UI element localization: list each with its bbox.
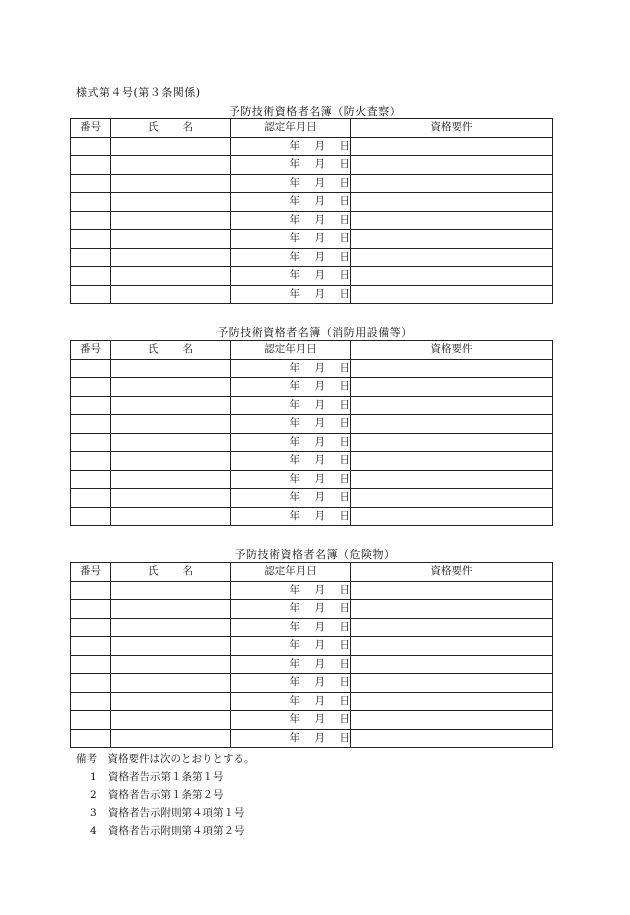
- number-cell[interactable]: [71, 193, 111, 212]
- name-cell[interactable]: [111, 470, 231, 489]
- table-row: [71, 211, 553, 230]
- date-unit-day: 日: [339, 158, 350, 171]
- certification-date-cell[interactable]: [231, 507, 351, 526]
- name-cell[interactable]: [111, 378, 231, 397]
- date-unit-year: 年: [289, 269, 300, 282]
- notes-item: 3 資格者告示附則第４項第１号: [90, 807, 245, 819]
- name-cell[interactable]: [111, 267, 231, 286]
- certification-date-cell[interactable]: [231, 581, 351, 600]
- date-unit-day: 日: [339, 398, 350, 411]
- date-unit-month: 月: [314, 176, 325, 189]
- number-cell[interactable]: [71, 137, 111, 156]
- date-unit-year: 年: [289, 435, 300, 448]
- date-unit-month: 月: [314, 602, 325, 615]
- notes-item: 2 資格者告示第１条第２号: [90, 789, 224, 801]
- qualification-cell[interactable]: [351, 711, 553, 730]
- table-row: [71, 618, 553, 637]
- date-unit-day: 日: [339, 657, 350, 670]
- name-cell[interactable]: [111, 137, 231, 156]
- qualification-cell[interactable]: [351, 193, 553, 212]
- table-row: [71, 285, 553, 304]
- table-row: [71, 507, 553, 526]
- date-unit-month: 月: [314, 583, 325, 596]
- certification-date-cell[interactable]: [231, 618, 351, 637]
- date-unit-month: 月: [314, 713, 325, 726]
- table-row: [71, 692, 553, 711]
- table-body: [71, 359, 553, 526]
- name-cell[interactable]: [111, 581, 231, 600]
- date-unit-day: 日: [339, 602, 350, 615]
- qualification-cell[interactable]: [351, 637, 553, 656]
- certification-date-cell[interactable]: [231, 470, 351, 489]
- qualification-cell[interactable]: [351, 433, 553, 452]
- register-table-fire-equipment: [70, 340, 553, 526]
- name-cell[interactable]: [111, 655, 231, 674]
- date-unit-month: 月: [314, 509, 325, 522]
- certification-date-cell[interactable]: [231, 211, 351, 230]
- number-cell[interactable]: [71, 267, 111, 286]
- table-row: [71, 674, 553, 693]
- date-unit-month: 月: [314, 657, 325, 670]
- number-cell[interactable]: [71, 396, 111, 415]
- date-unit-day: 日: [339, 620, 350, 633]
- number-cell[interactable]: [71, 452, 111, 471]
- column-header-number: 番号: [71, 119, 111, 138]
- table-row: [71, 378, 553, 397]
- date-unit-day: 日: [339, 583, 350, 596]
- name-cell[interactable]: [111, 230, 231, 249]
- qualification-cell[interactable]: [351, 211, 553, 230]
- table-row: [71, 267, 553, 286]
- date-unit-month: 月: [314, 454, 325, 467]
- qualification-cell[interactable]: [351, 359, 553, 378]
- certification-date-cell[interactable]: [231, 156, 351, 175]
- name-cell[interactable]: [111, 618, 231, 637]
- register-table-fire-inspection: [70, 118, 553, 304]
- number-cell[interactable]: [71, 637, 111, 656]
- certification-date-cell[interactable]: [231, 711, 351, 730]
- date-unit-month: 月: [314, 287, 325, 300]
- date-unit-year: 年: [289, 361, 300, 374]
- number-cell[interactable]: [71, 415, 111, 434]
- table-row: [71, 433, 553, 452]
- table-row: [71, 637, 553, 656]
- name-cell[interactable]: [111, 600, 231, 619]
- date-unit-year: 年: [289, 158, 300, 171]
- date-unit-year: 年: [289, 287, 300, 300]
- column-header-date: 認定年月日: [231, 119, 351, 138]
- certification-date-cell[interactable]: [231, 174, 351, 193]
- table-row: [71, 156, 553, 175]
- table-header-row: [71, 563, 553, 582]
- date-unit-month: 月: [314, 380, 325, 393]
- date-unit-month: 月: [314, 676, 325, 689]
- notes-section: [76, 750, 255, 840]
- number-cell[interactable]: [71, 507, 111, 526]
- date-unit-year: 年: [289, 583, 300, 596]
- number-cell[interactable]: [71, 470, 111, 489]
- number-cell[interactable]: [71, 248, 111, 267]
- qualification-cell[interactable]: [351, 396, 553, 415]
- certification-date-cell[interactable]: [231, 193, 351, 212]
- qualification-cell[interactable]: [351, 267, 553, 286]
- date-unit-year: 年: [289, 417, 300, 430]
- date-unit-year: 年: [289, 213, 300, 226]
- table-title-hazardous-materials: 予防技術資格者名簿（危険物）: [234, 548, 396, 561]
- certification-date-cell[interactable]: [231, 267, 351, 286]
- name-cell[interactable]: [111, 248, 231, 267]
- number-cell[interactable]: [71, 174, 111, 193]
- date-unit-month: 月: [314, 472, 325, 485]
- table-row: [71, 174, 553, 193]
- number-cell[interactable]: [71, 674, 111, 693]
- number-cell[interactable]: [71, 618, 111, 637]
- notes-heading: 備考 資格要件は次のとおりとする。: [76, 753, 255, 765]
- qualification-cell[interactable]: [351, 618, 553, 637]
- column-header-number: 番号: [71, 341, 111, 360]
- certification-date-cell[interactable]: [231, 396, 351, 415]
- column-header-qualification: 資格要件: [351, 341, 553, 360]
- table-row: [71, 489, 553, 508]
- certification-date-cell[interactable]: [231, 359, 351, 378]
- date-unit-day: 日: [339, 639, 350, 652]
- number-cell[interactable]: [71, 156, 111, 175]
- number-cell[interactable]: [71, 230, 111, 249]
- table-row: [71, 193, 553, 212]
- table-row: [71, 248, 553, 267]
- qualification-cell[interactable]: [351, 655, 553, 674]
- qualification-cell[interactable]: [351, 415, 553, 434]
- qualification-cell[interactable]: [351, 156, 553, 175]
- column-header-name: 氏 名: [111, 119, 231, 138]
- table-row: [71, 470, 553, 489]
- name-cell[interactable]: [111, 433, 231, 452]
- certification-date-cell[interactable]: [231, 692, 351, 711]
- date-unit-year: 年: [289, 454, 300, 467]
- date-unit-year: 年: [289, 639, 300, 652]
- date-unit-day: 日: [339, 195, 350, 208]
- date-unit-year: 年: [289, 509, 300, 522]
- table-row: [71, 729, 553, 748]
- qualification-cell[interactable]: [351, 674, 553, 693]
- date-unit-day: 日: [339, 472, 350, 485]
- name-cell[interactable]: [111, 729, 231, 748]
- certification-date-cell[interactable]: [231, 655, 351, 674]
- date-unit-month: 月: [314, 139, 325, 152]
- date-unit-month: 月: [314, 620, 325, 633]
- table-title-fire-inspection: 予防技術資格者名簿（防火査察）: [228, 105, 402, 118]
- table-row: [71, 230, 553, 249]
- date-unit-day: 日: [339, 509, 350, 522]
- certification-date-cell[interactable]: [231, 248, 351, 267]
- qualification-cell[interactable]: [351, 600, 553, 619]
- table-row: [71, 655, 553, 674]
- table-body: [71, 581, 553, 748]
- qualification-cell[interactable]: [351, 248, 553, 267]
- certification-date-cell[interactable]: [231, 637, 351, 656]
- date-unit-year: 年: [289, 657, 300, 670]
- table-header-row: [71, 119, 553, 138]
- date-unit-month: 月: [314, 195, 325, 208]
- name-cell[interactable]: [111, 507, 231, 526]
- date-unit-year: 年: [289, 232, 300, 245]
- date-unit-day: 日: [339, 713, 350, 726]
- qualification-cell[interactable]: [351, 581, 553, 600]
- name-cell[interactable]: [111, 674, 231, 693]
- date-unit-day: 日: [339, 491, 350, 504]
- number-cell[interactable]: [71, 600, 111, 619]
- date-unit-year: 年: [289, 472, 300, 485]
- table-row: [71, 359, 553, 378]
- date-unit-month: 月: [314, 232, 325, 245]
- date-unit-month: 月: [314, 639, 325, 652]
- date-unit-year: 年: [289, 676, 300, 689]
- date-unit-month: 月: [314, 250, 325, 263]
- date-unit-month: 月: [314, 694, 325, 707]
- date-unit-year: 年: [289, 380, 300, 393]
- number-cell[interactable]: [71, 581, 111, 600]
- number-cell[interactable]: [71, 655, 111, 674]
- name-cell[interactable]: [111, 193, 231, 212]
- number-cell[interactable]: [71, 729, 111, 748]
- qualification-cell[interactable]: [351, 507, 553, 526]
- date-unit-year: 年: [289, 694, 300, 707]
- name-cell[interactable]: [111, 211, 231, 230]
- certification-date-cell[interactable]: [231, 230, 351, 249]
- table-body: [71, 137, 553, 304]
- name-cell[interactable]: [111, 489, 231, 508]
- certification-date-cell[interactable]: [231, 378, 351, 397]
- date-unit-day: 日: [339, 232, 350, 245]
- column-header-date: 認定年月日: [231, 563, 351, 582]
- date-unit-day: 日: [339, 435, 350, 448]
- name-cell[interactable]: [111, 396, 231, 415]
- date-unit-month: 月: [314, 417, 325, 430]
- name-cell[interactable]: [111, 359, 231, 378]
- date-unit-day: 日: [339, 213, 350, 226]
- date-unit-day: 日: [339, 250, 350, 263]
- name-cell[interactable]: [111, 637, 231, 656]
- date-unit-month: 月: [314, 158, 325, 171]
- qualification-cell[interactable]: [351, 174, 553, 193]
- certification-date-cell[interactable]: [231, 433, 351, 452]
- register-table-hazardous-materials: [70, 562, 553, 748]
- certification-date-cell[interactable]: [231, 415, 351, 434]
- date-unit-day: 日: [339, 694, 350, 707]
- date-unit-year: 年: [289, 250, 300, 263]
- table-row: [71, 711, 553, 730]
- table-row: [71, 137, 553, 156]
- table-row: [71, 452, 553, 471]
- date-unit-month: 月: [314, 435, 325, 448]
- table-header-row: [71, 341, 553, 360]
- number-cell[interactable]: [71, 211, 111, 230]
- qualification-cell[interactable]: [351, 470, 553, 489]
- date-unit-year: 年: [289, 139, 300, 152]
- date-unit-year: 年: [289, 713, 300, 726]
- date-unit-month: 月: [314, 398, 325, 411]
- number-cell[interactable]: [71, 489, 111, 508]
- date-unit-day: 日: [339, 380, 350, 393]
- number-cell[interactable]: [71, 711, 111, 730]
- column-header-qualification: 資格要件: [351, 119, 553, 138]
- column-header-name: 氏 名: [111, 341, 231, 360]
- date-unit-year: 年: [289, 398, 300, 411]
- name-cell[interactable]: [111, 711, 231, 730]
- qualification-cell[interactable]: [351, 452, 553, 471]
- date-unit-day: 日: [339, 417, 350, 430]
- qualification-cell[interactable]: [351, 230, 553, 249]
- certification-date-cell[interactable]: [231, 674, 351, 693]
- certification-date-cell[interactable]: [231, 489, 351, 508]
- date-unit-day: 日: [339, 176, 350, 189]
- date-unit-year: 年: [289, 602, 300, 615]
- date-unit-month: 月: [314, 731, 325, 744]
- table-row: [71, 396, 553, 415]
- date-unit-year: 年: [289, 176, 300, 189]
- column-header-name: 氏 名: [111, 563, 231, 582]
- certification-date-cell[interactable]: [231, 729, 351, 748]
- date-unit-month: 月: [314, 213, 325, 226]
- date-unit-month: 月: [314, 361, 325, 374]
- name-cell[interactable]: [111, 452, 231, 471]
- date-unit-day: 日: [339, 139, 350, 152]
- qualification-cell[interactable]: [351, 489, 553, 508]
- date-unit-month: 月: [314, 269, 325, 282]
- date-unit-year: 年: [289, 195, 300, 208]
- date-unit-day: 日: [339, 731, 350, 744]
- number-cell[interactable]: [71, 285, 111, 304]
- date-unit-year: 年: [289, 731, 300, 744]
- date-unit-day: 日: [339, 287, 350, 300]
- table-row: [71, 415, 553, 434]
- column-header-date: 認定年月日: [231, 341, 351, 360]
- qualification-cell[interactable]: [351, 137, 553, 156]
- date-unit-year: 年: [289, 620, 300, 633]
- certification-date-cell[interactable]: [231, 137, 351, 156]
- name-cell[interactable]: [111, 156, 231, 175]
- qualification-cell[interactable]: [351, 729, 553, 748]
- table-row: [71, 581, 553, 600]
- column-header-number: 番号: [71, 563, 111, 582]
- name-cell[interactable]: [111, 692, 231, 711]
- number-cell[interactable]: [71, 433, 111, 452]
- name-cell[interactable]: [111, 285, 231, 304]
- qualification-cell[interactable]: [351, 285, 553, 304]
- form-label: 様式第４号(第３条関係): [76, 86, 201, 99]
- table-row: [71, 600, 553, 619]
- certification-date-cell[interactable]: [231, 600, 351, 619]
- name-cell[interactable]: [111, 174, 231, 193]
- name-cell[interactable]: [111, 415, 231, 434]
- certification-date-cell[interactable]: [231, 285, 351, 304]
- date-unit-day: 日: [339, 454, 350, 467]
- date-unit-day: 日: [339, 361, 350, 374]
- date-unit-day: 日: [339, 269, 350, 282]
- date-unit-day: 日: [339, 676, 350, 689]
- qualification-cell[interactable]: [351, 378, 553, 397]
- column-header-qualification: 資格要件: [351, 563, 553, 582]
- table-title-fire-equipment: 予防技術資格者名簿（消防用設備等）: [217, 326, 413, 339]
- certification-date-cell[interactable]: [231, 452, 351, 471]
- qualification-cell[interactable]: [351, 692, 553, 711]
- number-cell[interactable]: [71, 692, 111, 711]
- number-cell[interactable]: [71, 359, 111, 378]
- notes-item: 1 資格者告示第１条第１号: [90, 771, 224, 783]
- date-unit-year: 年: [289, 491, 300, 504]
- number-cell[interactable]: [71, 378, 111, 397]
- notes-item: 4 資格者告示附則第４項第２号: [90, 825, 245, 837]
- date-unit-month: 月: [314, 491, 325, 504]
